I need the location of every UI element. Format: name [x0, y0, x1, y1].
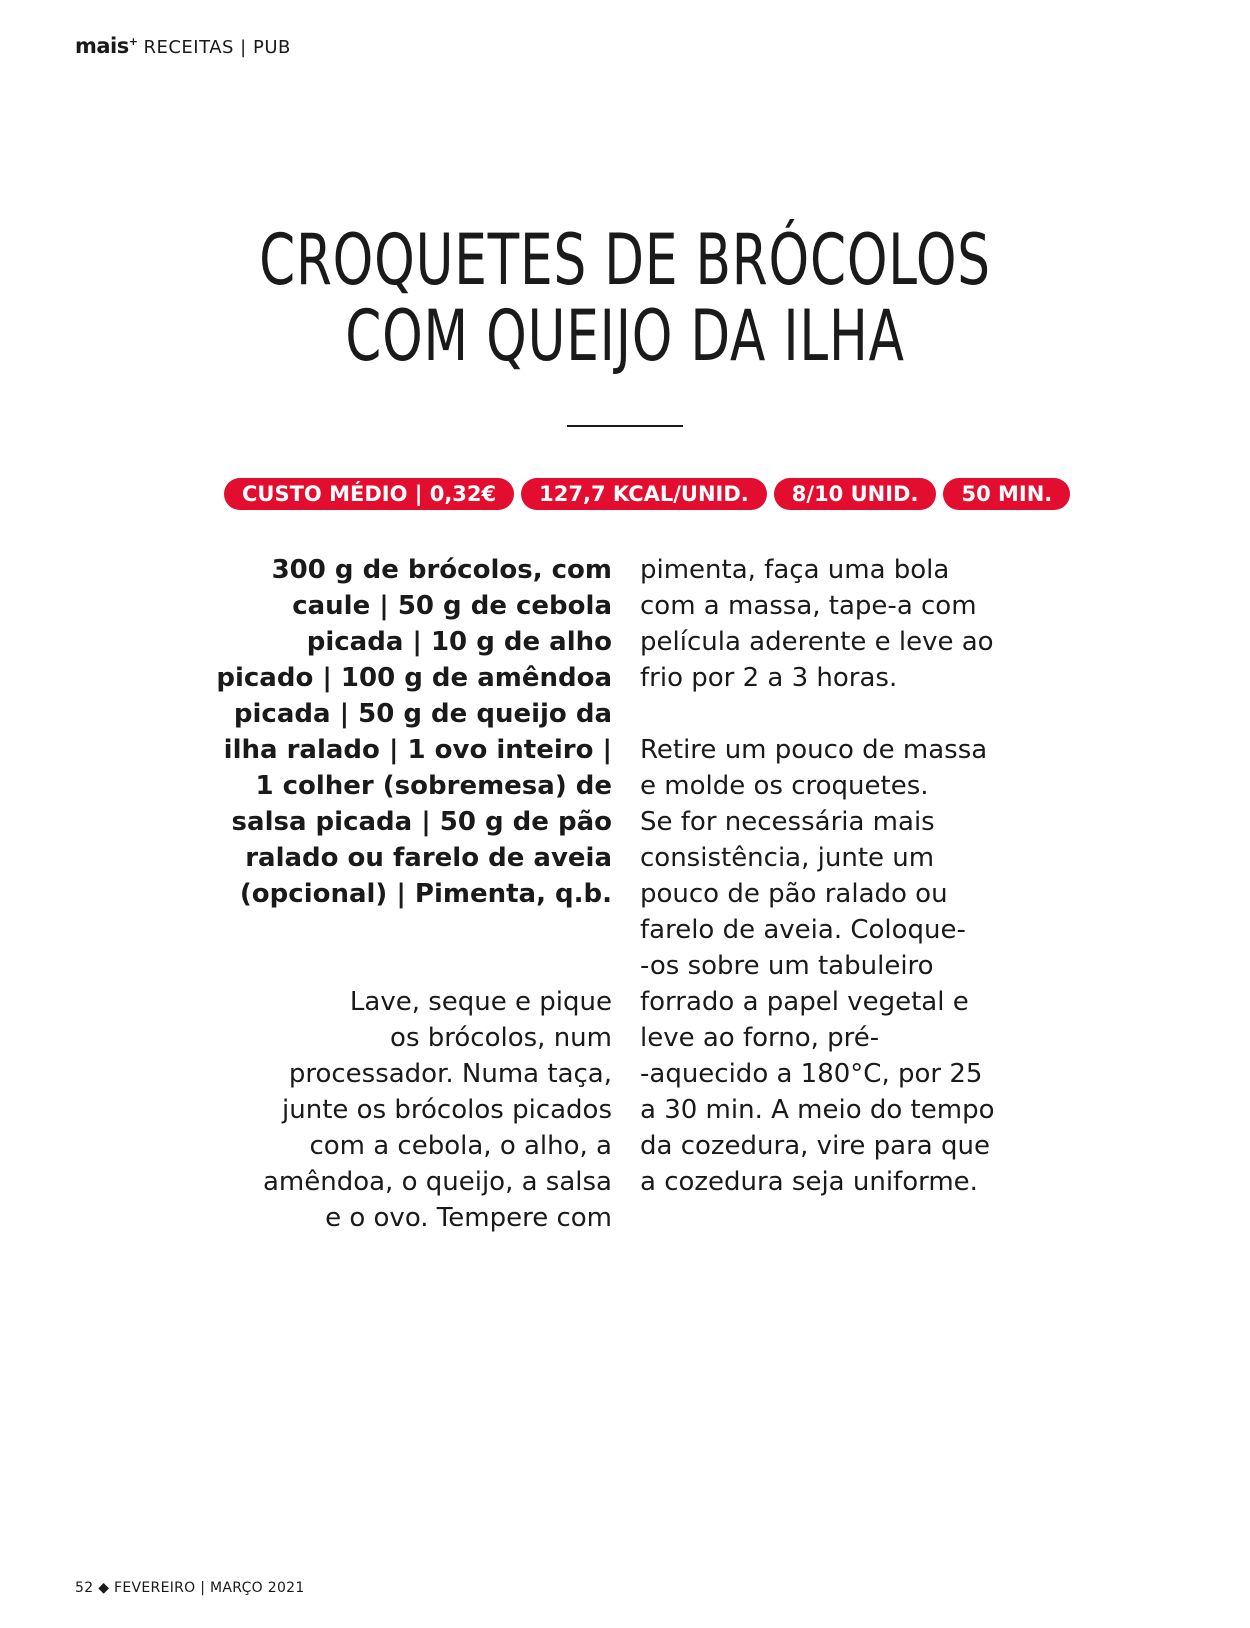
diamond-icon: ◆: [98, 1580, 110, 1596]
issue-date: FEVEREIRO | MARÇO 2021: [114, 1580, 305, 1596]
preparation-line: -aquecido a 180°C, por 25: [640, 1059, 983, 1089]
calories-badge: 127,7 KCAL/UNID.: [521, 478, 767, 510]
ingredient-line: picado | 100 g de amêndoa: [216, 663, 612, 693]
recipe-info-badges: [224, 478, 1070, 510]
page-footer: [75, 1580, 305, 1596]
ingredient-line: (opcional) | Pimenta, q.b.: [239, 879, 612, 909]
preparation-line: forrado a papel vegetal e: [640, 987, 969, 1017]
recipe-title: [113, 219, 1138, 377]
ingredient-line: 1 colher (sobremesa) de: [255, 771, 612, 801]
preparation-line: película aderente e leve ao: [640, 627, 994, 657]
preparation-part-3: [640, 732, 1040, 1200]
page-number: 52: [75, 1580, 94, 1596]
ingredient-line: ilha ralado | 1 ovo inteiro |: [223, 735, 612, 765]
preparation-line: amêndoa, o queijo, a salsa: [262, 1167, 612, 1197]
ingredient-line: caule | 50 g de cebola: [292, 591, 612, 621]
preparation-line: leve ao forno, pré-: [640, 1023, 880, 1053]
preparation-line: pimenta, faça uma bola: [640, 555, 950, 585]
preparation-line: com a massa, tape-a com: [640, 591, 977, 621]
preparation-line: e molde os croquetes.: [640, 771, 929, 801]
preparation-line: Lave, seque e pique: [349, 987, 612, 1017]
preparation-line: Se for necessária mais: [640, 807, 935, 837]
preparation-line: processador. Numa taça,: [288, 1059, 612, 1089]
preparation-line: os brócolos, num: [390, 1023, 612, 1053]
preparation-line: pouco de pão ralado ou: [640, 879, 948, 909]
brand-logo: mais+: [75, 34, 138, 58]
title-line-1: CROQUETES DE BRÓCOLOS: [259, 219, 991, 301]
preparation-line: consistência, junte um: [640, 843, 935, 873]
ingredient-line: ralado ou farelo de aveia: [245, 843, 612, 873]
ingredient-line: 300 g de brócolos, com: [271, 555, 612, 585]
preparation-line: -os sobre um tabuleiro: [640, 951, 934, 981]
ingredient-line: picada | 10 g de alho: [306, 627, 612, 657]
servings-badge: 8/10 UNID.: [774, 478, 937, 510]
preparation-line: Retire um pouco de massa: [640, 735, 988, 765]
time-badge: 50 MIN.: [943, 478, 1070, 510]
preparation-line: frio por 2 a 3 horas.: [640, 663, 898, 693]
preparation-line: junte os brócolos picados: [282, 1095, 612, 1125]
preparation-part-2: [640, 552, 1040, 696]
preparation-line: a cozedura seja uniforme.: [640, 1167, 978, 1197]
cost-badge: CUSTO MÉDIO | 0,32€: [224, 478, 514, 510]
title-divider: [567, 425, 683, 427]
preparation-line: farelo de aveia. Coloque-: [640, 915, 966, 945]
ingredients-list: [200, 552, 612, 912]
section-label: RECEITAS | PUB: [143, 37, 291, 58]
ingredient-line: picada | 50 g de queijo da: [233, 699, 612, 729]
page-header: [75, 34, 291, 58]
title-line-2: COM QUEIJO DA ILHA: [345, 295, 905, 377]
ingredient-line: salsa picada | 50 g de pão: [231, 807, 612, 837]
preparation-line: da cozedura, vire para que: [640, 1131, 990, 1161]
preparation-line: e o ovo. Tempere com: [325, 1203, 612, 1233]
preparation-part-1: [200, 984, 612, 1236]
preparation-line: a 30 min. A meio do tempo: [640, 1095, 995, 1125]
preparation-line: com a cebola, o alho, a: [309, 1131, 612, 1161]
